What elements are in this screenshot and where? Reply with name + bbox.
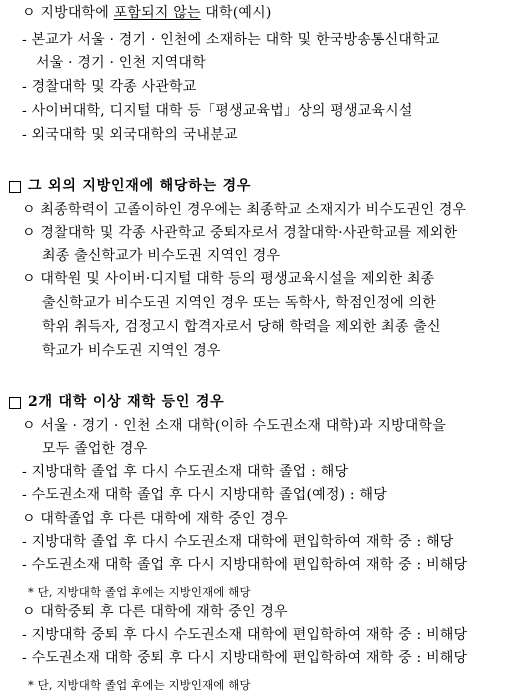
- section-heading: 그 외의 지방인재에 해당하는 경우: [28, 178, 252, 194]
- list-item-continued: 서울 · 경기 · 인천 지역대학: [36, 55, 206, 71]
- list-item: - 사이버대학, 디지털 대학 등「평생교육법」상의 평생교육시설: [22, 103, 413, 119]
- list-item: ㅇ 대학원 및 사이버·디지털 대학 등의 평생교육시설을 제외한 최종: [22, 271, 435, 287]
- list-item-continued: 학교가 비수도권 지역인 경우: [42, 343, 221, 359]
- title-underlined: 포함되지 않는: [113, 5, 201, 21]
- list-item: - 경찰대학 및 각종 사관학교: [22, 79, 197, 95]
- list-item-continued: 모두 졸업한 경우: [42, 441, 148, 457]
- list-item: - 수도권소재 대학 중퇴 후 다시 지방대학에 편입학하여 재학 중 : 비해당: [22, 650, 468, 666]
- list-item: ㅇ 대학졸업 후 다른 대학에 재학 중인 경우: [22, 511, 288, 527]
- footnote: * 단, 지방대학 졸업 후에는 지방인재에 해당: [28, 585, 251, 599]
- list-item: - 본교가 서울 · 경기 · 인천에 소재하는 대학 및 한국방송통신대학교: [22, 32, 440, 48]
- list-item: - 지방대학 졸업 후 다시 수도권소재 대학 졸업 : 해당: [22, 464, 349, 480]
- list-item: ㅇ 최종학력이 고졸이하인 경우에는 최종학교 소재지가 비수도권인 경우: [22, 202, 467, 218]
- list-item: - 외국대학 및 외국대학의 국내분교: [22, 127, 238, 143]
- footnote: * 단, 지방대학 졸업 후에는 지방인재에 해당: [28, 678, 251, 692]
- list-item: ㅇ 서울 · 경기 · 인천 소재 대학(이하 수도권소재 대학)과 지방대학을: [22, 418, 446, 434]
- checkbox-square-icon: [9, 397, 21, 409]
- list-item-continued: 출신학교가 비수도권 지역인 경우 또는 독학사, 학점인정에 의한: [42, 295, 437, 311]
- non-local-university-title: [22, 4, 272, 22]
- checkbox-square-icon: [9, 181, 21, 193]
- title-prefix: ㅇ 지방대학에: [22, 5, 114, 21]
- list-item: - 지방대학 졸업 후 다시 수도권소재 대학에 편입학하여 재학 중 : 해당: [22, 534, 454, 550]
- list-item-continued: 학위 취득자, 검정고시 합격자로서 당해 학력을 제외한 최종 출신: [42, 319, 441, 335]
- list-item: - 지방대학 중퇴 후 다시 수도권소재 대학에 편입학하여 재학 중 : 비해당: [22, 627, 468, 643]
- list-item-continued: 최종 출신학교가 비수도권 지역인 경우: [42, 248, 281, 264]
- list-item: ㅇ 경찰대학 및 각종 사관학교 중퇴자로서 경찰대학·사관학교를 제외한: [22, 225, 458, 241]
- section-heading: 2개 대학 이상 재학 등인 경우: [28, 394, 225, 410]
- list-item: ㅇ 대학중퇴 후 다른 대학에 재학 중인 경우: [22, 604, 288, 620]
- list-item: - 수도권소재 대학 졸업 후 다시 지방대학에 편입학하여 재학 중 : 비해당: [22, 557, 468, 573]
- list-item: - 수도권소재 대학 졸업 후 다시 지방대학 졸업(예정) : 해당: [22, 487, 387, 503]
- title-suffix: 대학(예시): [200, 5, 272, 21]
